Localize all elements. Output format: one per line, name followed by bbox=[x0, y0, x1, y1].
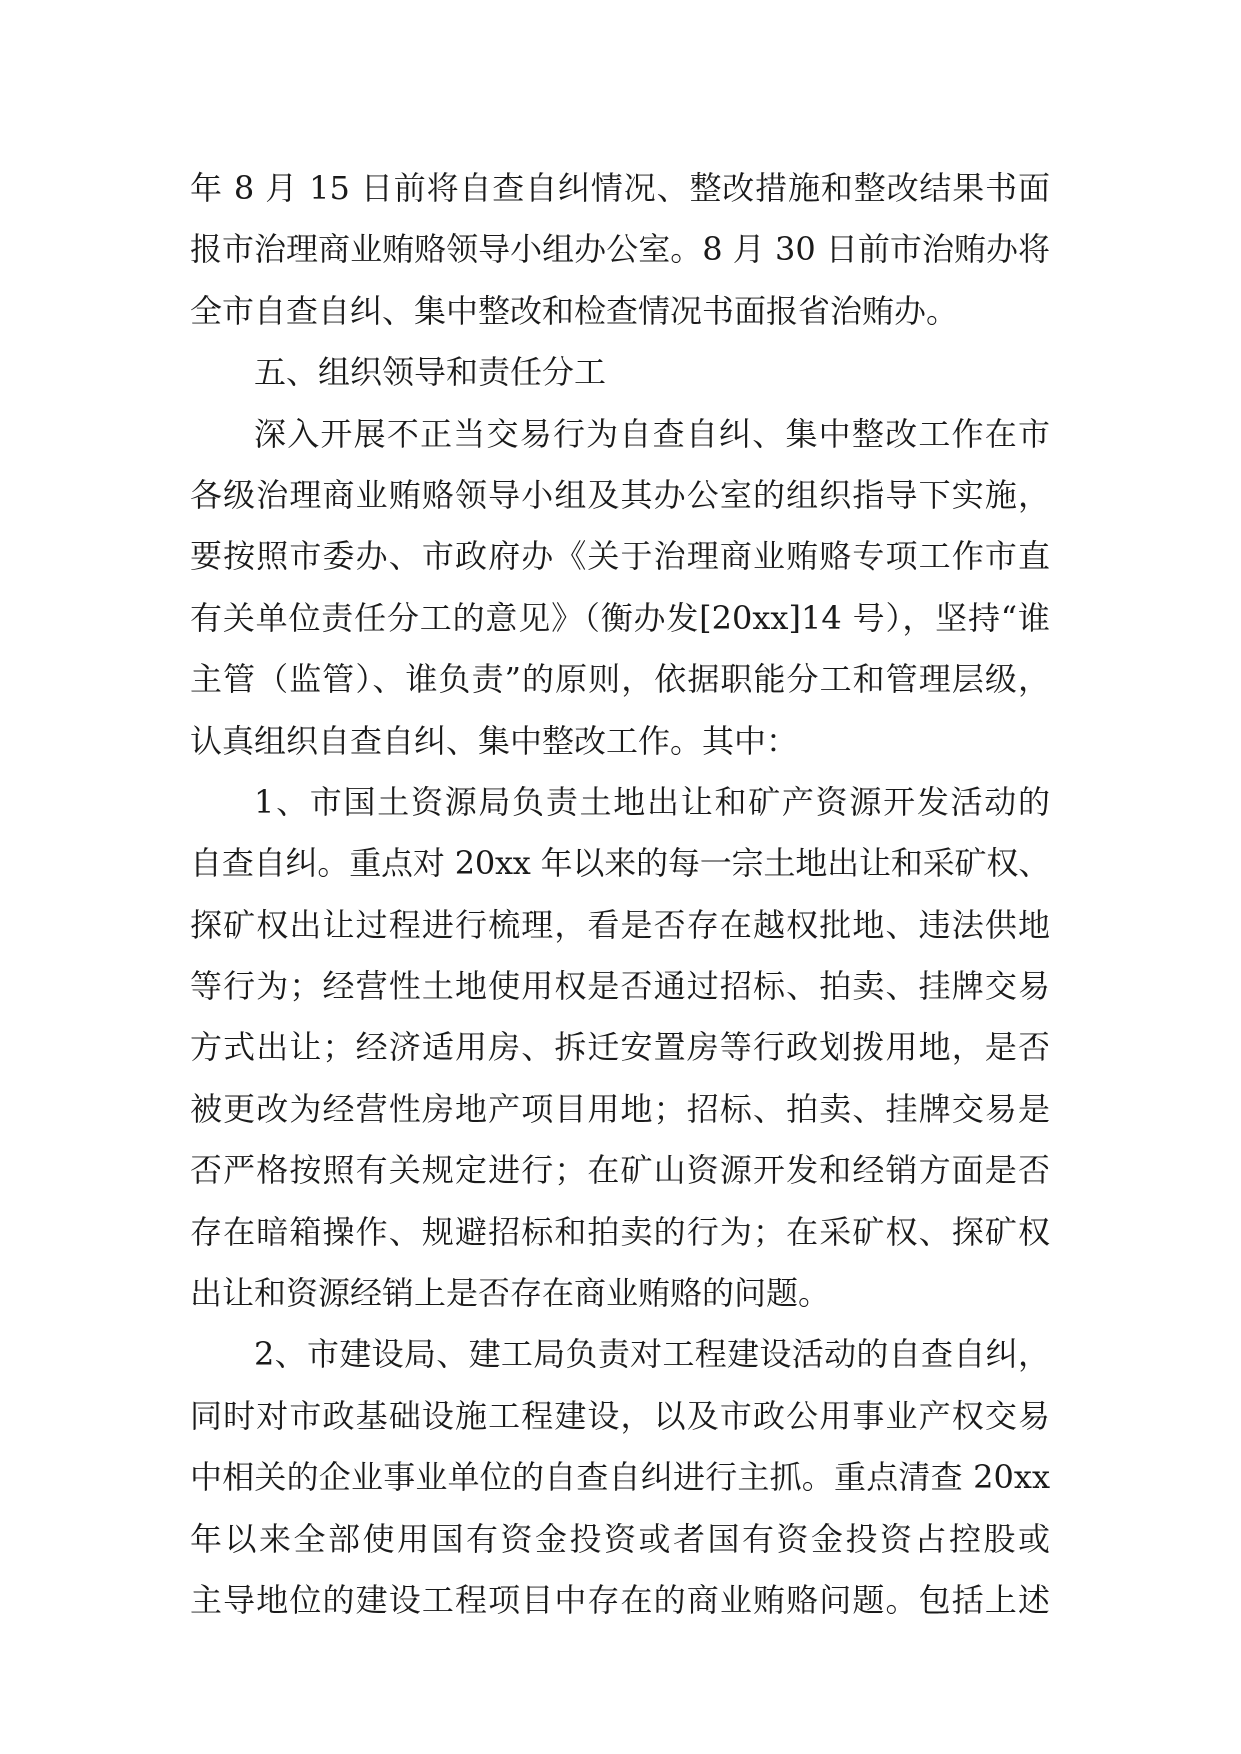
list-item-1-line-9: 出让和资源经销上是否存在商业贿赂的问题。 bbox=[190, 1274, 831, 1313]
body-line-6: 各级治理商业贿赂领导小组及其办公室的组织指导下实施， bbox=[190, 475, 1050, 514]
body-line-8: 有关单位责任分工的意见》（衡办发[20xx]14 号），坚持“谁 bbox=[190, 598, 1050, 637]
body-line-10: 认真组织自查自纠、集中整改工作。其中： bbox=[190, 721, 799, 760]
body-line-7: 要按照市委办、市政府办《关于治理商业贿赂专项工作市直 bbox=[190, 537, 1050, 576]
list-item-1-line-2: 自查自纠。重点对 20xx 年以来的每一宗土地出让和采矿权、 bbox=[190, 844, 1050, 883]
list-item-1-line-8: 存在暗箱操作、规避招标和拍卖的行为；在采矿权、探矿权 bbox=[190, 1212, 1050, 1251]
body-line-1: 年 8 月 15 日前将自查自纠情况、整改措施和整改结果书面 bbox=[190, 169, 1050, 207]
list-item-1-line-4: 等行为；经营性土地使用权是否通过招标、拍卖、挂牌交易 bbox=[190, 967, 1050, 1006]
list-item-1-line-6: 被更改为经营性房地产项目用地；招标、拍卖、挂牌交易是 bbox=[190, 1089, 1050, 1128]
section-heading: 五、组织领导和责任分工 bbox=[254, 353, 607, 392]
list-item-1-line-3: 探矿权出让过程进行梳理，看是否存在越权批地、违法供地 bbox=[190, 905, 1050, 944]
body-line-5: 深入开展不正当交易行为自查自纠、集中整改工作在市 bbox=[254, 414, 1050, 453]
list-item-2-line-5: 主导地位的建设工程项目中存在的商业贿赂问题。包括上述 bbox=[190, 1580, 1050, 1619]
list-item-1-line-1: 1、市国土资源局负责土地出让和矿产资源开发活动的 bbox=[254, 782, 1050, 821]
body-line-9: 主管（监管）、谁负责”的原则，依据职能分工和管理层级， bbox=[190, 660, 1050, 699]
body-line-2: 报市治理商业贿赂领导小组办公室。8 月 30 日前市治贿办将 bbox=[190, 230, 1050, 269]
body-line-3: 全市自查自纠、集中整改和检查情况书面报省治贿办。 bbox=[190, 291, 959, 330]
list-item-2-line-2: 同时对市政基础设施工程建设，以及市政公用事业产权交易 bbox=[190, 1396, 1050, 1435]
list-item-2-line-1: 2、市建设局、建工局负责对工程建设活动的自查自纠， bbox=[254, 1335, 1050, 1374]
list-item-1-line-5: 方式出让；经济适用房、拆迁安置房等行政划拨用地，是否 bbox=[190, 1028, 1050, 1067]
list-item-2-line-4: 年以来全部使用国有资金投资或者国有资金投资占控股或 bbox=[190, 1519, 1050, 1558]
document-body bbox=[190, 158, 1050, 1631]
list-item-1-line-7: 否严格按照有关规定进行；在矿山资源开发和经销方面是否 bbox=[190, 1151, 1050, 1190]
list-item-2-line-3: 中相关的企业事业单位的自查自纠进行主抓。重点清查 20xx bbox=[190, 1458, 1050, 1497]
